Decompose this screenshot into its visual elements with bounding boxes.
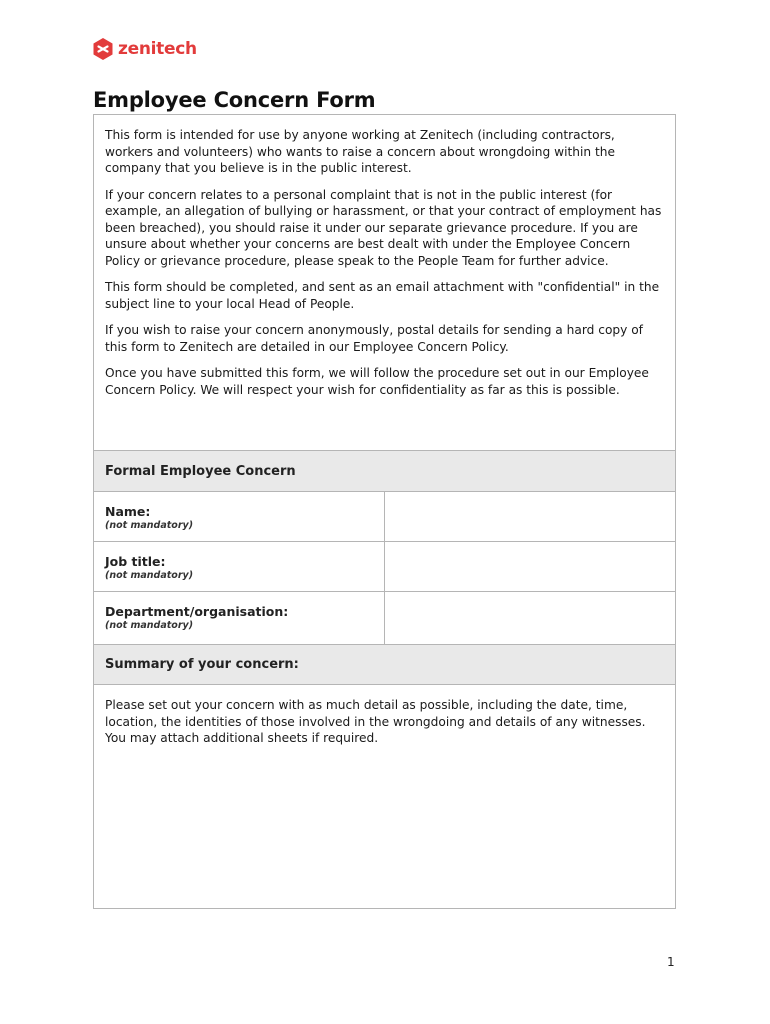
intro-paragraph: This form should be completed, and sent as an email attachment with "confidential" in the subject line to your local Head of People. — [105, 280, 660, 311]
zenitech-logo-icon — [92, 38, 114, 60]
logo-wordmark: zenitech — [118, 39, 197, 59]
name-label-cell — [94, 492, 385, 541]
intro-paragraph: If your concern relates to a personal complaint that is not in the public interest (for example, an allegation of bullying or harassment, or that your contract of employment has been breached), you should raise it under our separate grievance procedure. If you are unsure about whether your concerns are best dealt with under the Employee Concern Policy or grievance procedure, please speak to the People Team for further advice. — [105, 187, 662, 268]
summary-field[interactable] — [94, 685, 675, 909]
job-title-field[interactable] — [385, 542, 675, 591]
zenitech-logo — [92, 38, 197, 60]
department-not-mandatory-note: (not mandatory) — [105, 620, 194, 631]
concern-form — [93, 114, 676, 909]
name-not-mandatory-note: (not mandatory) — [105, 520, 194, 531]
department-label-cell — [94, 592, 385, 644]
name-label: Name: — [105, 504, 151, 519]
page-title: Employee Concern Form — [93, 88, 376, 112]
page-number: 1 — [667, 955, 675, 969]
department-label: Department/organisation: — [105, 604, 289, 619]
summary-header: Summary of your concern: — [94, 644, 675, 685]
job-title-not-mandatory-note: (not mandatory) — [105, 570, 194, 581]
intro-paragraph: This form is intended for use by anyone working at Zenitech (including contractors, workers and volunteers) who wants to raise a concern about wrongdoing within the company that you believe is in the public interest. — [105, 128, 615, 175]
formal-concern-header: Formal Employee Concern — [94, 451, 675, 492]
intro-section — [94, 115, 675, 451]
summary-instructions: Please set out your concern with as much detail as possible, including the date, time, location, the identities of those involved in the wrongdoing and details of any witnesses. You may attach additional sheets if required. — [105, 698, 646, 745]
name-row — [94, 492, 675, 542]
intro-paragraph: If you wish to raise your concern anonymously, postal details for sending a hard copy of this form to Zenitech are detailed in our Employee Concern Policy. — [105, 323, 643, 354]
department-field[interactable] — [385, 592, 675, 644]
name-field[interactable] — [385, 492, 675, 541]
job-title-row — [94, 542, 675, 592]
intro-paragraph: Once you have submitted this form, we will follow the procedure set out in our Employee Concern Policy. We will respect your wish for confidentiality as far as this is possible. — [105, 366, 649, 397]
job-title-label-cell — [94, 542, 385, 591]
department-row — [94, 592, 675, 644]
job-title-label: Job title: — [105, 554, 166, 569]
